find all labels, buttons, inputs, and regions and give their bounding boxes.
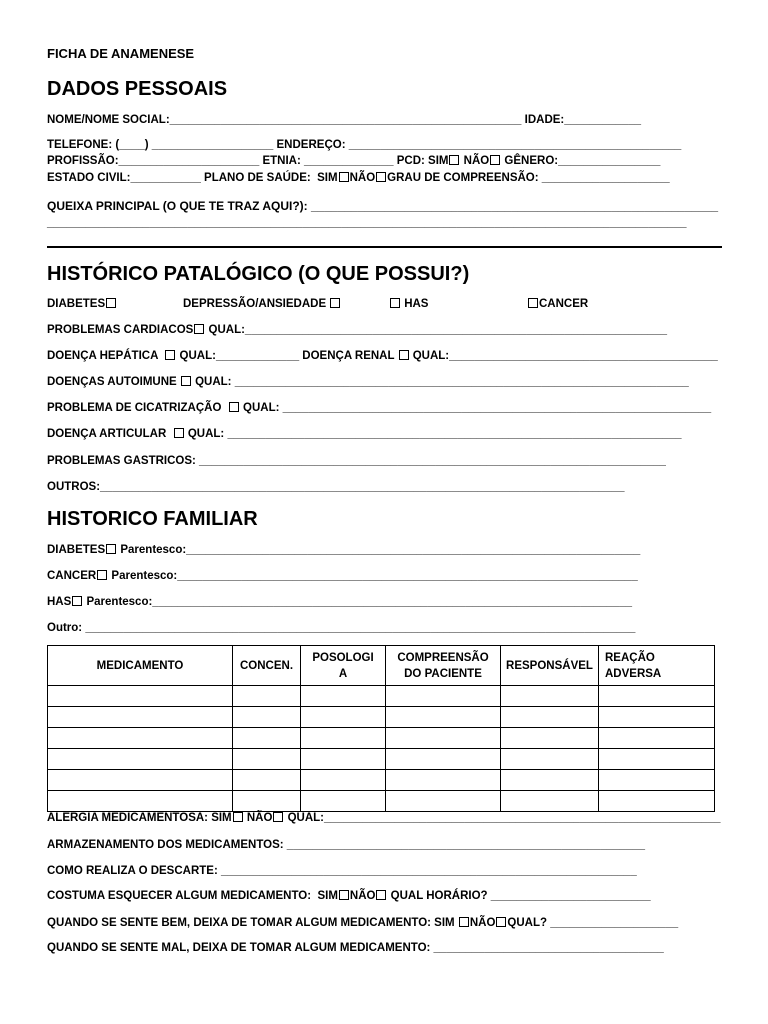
health-plan-no-checkbox[interactable] [376,172,386,182]
feel-bad-field[interactable]: QUANDO SE SENTE MAL, DEIXA DE TOMAR ALGUM MEDICAMENTO: ____________________________________ [47,942,664,954]
joint-line [47,427,682,441]
table-cell[interactable] [233,728,301,749]
table-cell[interactable] [386,749,501,770]
family-diabetes-checkbox[interactable] [106,544,116,554]
table-cell[interactable] [233,686,301,707]
table-cell[interactable] [48,728,233,749]
forget-no-checkbox[interactable] [376,890,386,900]
feel-good-label: QUANDO SE SENTE BEM, DEIXA DE TOMAR ALGUM MEDICAMENTO: SIM [47,917,458,929]
has-label: HAS [401,298,429,310]
cardiac-label: PROBLEMAS CARDIACOS [47,324,194,336]
storage-field[interactable]: ARMAZENAMENTO DOS MEDICAMENTOS: ________________________________________________________ [47,839,645,851]
family-cancer-label: CANCER [47,570,97,582]
name-age-line [47,113,641,127]
table-row [48,749,715,770]
section-title-personal: DADOS PESSOAIS [47,78,228,100]
healing-checkbox[interactable] [229,402,239,412]
table-cell[interactable] [233,770,301,791]
header-comprehension: COMPREENSÃO DO PACIENTE [386,646,501,686]
hepatic-renal-line [47,349,718,363]
table-cell[interactable] [386,728,501,749]
table-row [48,791,715,812]
family-diabetes-kinship-field[interactable]: Parentesco:_______________________________________________________________________ [117,544,641,556]
table-cell[interactable] [48,791,233,812]
form-title: FICHA DE ANAMENESE [47,46,195,61]
section-title-family: HISTORICO FAMILIAR [47,508,258,530]
family-cancer-line [47,569,638,583]
profession-line [47,154,660,168]
table-cell[interactable] [233,791,301,812]
civil-status-line [47,171,670,185]
table-row [48,770,715,791]
header-adverse-reaction: REAÇÃO ADVERSA [599,646,715,686]
table-cell[interactable] [599,686,715,707]
feel-good-yes-checkbox[interactable] [459,917,469,927]
allergy-label: ALERGIA MEDICAMENTOSA: SIM [47,812,232,824]
health-plan-no-label: NÃO [349,172,376,184]
header-posology: POSOLOGI A [301,646,386,686]
autoimmune-checkbox[interactable] [181,376,191,386]
healing-line [47,401,711,415]
joint-which-field[interactable]: QUAL: _______________________________________________________________________ [184,428,682,440]
table-cell[interactable] [48,707,233,728]
cardiac-which-field[interactable]: QUAL:__________________________________________________________________ [205,324,668,336]
feel-good-which-field[interactable]: QUAL? ____________________ [507,917,679,929]
main-complaint-field[interactable]: QUEIXA PRINCIPAL (O QUE TE TRAZ AQUI?): _____________________________________________________________ [47,199,719,213]
table-cell[interactable] [386,686,501,707]
family-cancer-kinship-field[interactable]: Parentesco:________________________________________________________________________ [108,570,638,582]
table-cell[interactable] [301,749,386,770]
hepatic-which-field[interactable]: QUAL:_____________ DOENÇA RENAL [176,350,395,362]
family-diabetes-label: DIABETES [47,544,106,556]
diabetes-checkbox[interactable] [106,298,116,308]
diabetes-item [47,297,117,311]
table-cell[interactable] [386,791,501,812]
name-field[interactable]: NOME/NOME SOCIAL:_______________________________________________________ [47,114,525,126]
section-divider [47,246,722,248]
forget-label: COSTUMA ESQUECER ALGUM MEDICAMENTO: SIM [47,890,338,902]
header-medication: MEDICAMENTO [48,646,233,686]
table-cell[interactable] [233,749,301,770]
table-cell[interactable] [599,770,715,791]
renal-which-field[interactable]: QUAL:__________________________________________ [409,350,718,362]
comprehension-field[interactable]: GRAU DE COMPREENSÃO: ____________________ [387,172,670,184]
family-cancer-checkbox[interactable] [97,570,107,580]
table-cell[interactable] [501,728,599,749]
cancer-checkbox[interactable] [528,298,538,308]
pcd-no-checkbox[interactable] [490,155,500,165]
table-cell[interactable] [301,770,386,791]
table-row [48,728,715,749]
joint-checkbox[interactable] [174,428,184,438]
profession-pcd-label: PROFISSÃO:______________________ ETNIA: ______________ PCD: SIM [47,155,449,167]
table-cell[interactable] [233,707,301,728]
allergy-yes-checkbox[interactable] [233,812,243,822]
forget-time-field[interactable]: QUAL HORÁRIO? _________________________ [387,890,651,902]
cardiac-checkbox[interactable] [194,324,204,334]
table-cell[interactable] [501,791,599,812]
table-cell[interactable] [48,770,233,791]
table-cell[interactable] [599,749,715,770]
autoimmune-line [47,375,689,389]
forget-line [47,889,651,903]
table-cell[interactable] [501,707,599,728]
healing-which-field[interactable]: QUAL: ___________________________________________________________________ [239,402,712,414]
family-has-label: HAS [47,596,72,608]
table-cell[interactable] [599,728,715,749]
pcd-no-label: NÃO [460,155,490,167]
pcd-yes-checkbox[interactable] [449,155,459,165]
table-row [48,707,715,728]
medication-table [47,645,715,812]
renal-checkbox[interactable] [399,350,409,360]
others-field[interactable]: OUTROS:__________________________________________________________________________________ [47,481,625,493]
family-diabetes-line [47,543,640,557]
forget-yes-checkbox[interactable] [339,890,349,900]
disposal-field[interactable]: COMO REALIZA O DESCARTE: _________________________________________________________________ [47,865,637,877]
table-cell[interactable] [386,770,501,791]
family-has-kinship-field[interactable]: Parentesco:___________________________________________________________________________ [83,596,632,608]
table-header-row [48,646,715,686]
has-checkbox[interactable] [390,298,400,308]
table-cell[interactable] [301,728,386,749]
civil-health-plan-label: ESTADO CIVIL:___________ PLANO DE SAÚDE: SIM [47,172,338,184]
diabetes-label: DIABETES [47,298,106,310]
allergy-which-field[interactable]: QUAL:______________________________________________________________ [284,812,721,824]
joint-label: DOENÇA ARTICULAR [47,428,167,440]
hepatic-checkbox[interactable] [165,350,175,360]
cancer-label: CANCER [539,298,589,310]
table-cell[interactable] [386,707,501,728]
forget-no-label: NÃO [349,890,376,902]
cardiac-line [47,323,667,337]
depression-checkbox[interactable] [330,298,340,308]
allergy-line [47,811,721,825]
has-item [389,297,428,311]
table-cell[interactable] [301,686,386,707]
age-field[interactable]: IDADE:____________ [524,114,641,126]
healing-label: PROBLEMA DE CICATRIZAÇÃO [47,402,222,414]
depression-item [183,297,341,311]
autoimmune-label: DOENÇAS AUTOIMUNE [47,376,177,388]
table-cell[interactable] [48,749,233,770]
family-other-field[interactable]: Outro: ______________________________________________________________________________________ [47,622,636,634]
phone-address-field[interactable]: TELEFONE: (____) ___________________ ENDEREÇO: ____________________________________________________ [47,139,682,151]
health-plan-yes-checkbox[interactable] [339,172,349,182]
header-concentration: CONCEN. [233,646,301,686]
table-cell[interactable] [301,707,386,728]
header-responsible: RESPONSÁVEL [501,646,599,686]
allergy-no-label: NÃO [243,812,273,824]
gastric-field[interactable]: PROBLEMAS GASTRICOS: _________________________________________________________________________ [47,455,666,467]
table-cell[interactable] [599,791,715,812]
family-has-checkbox[interactable] [72,596,82,606]
table-cell[interactable] [501,770,599,791]
feel-good-no-label: NÃO [469,917,496,929]
main-complaint-line2[interactable]: ____________________________________________________________________________________________________ [47,217,687,229]
feel-good-no-checkbox[interactable] [496,917,506,927]
table-cell[interactable] [501,686,599,707]
table-row [48,686,715,707]
table-cell[interactable] [501,749,599,770]
cancer-item [527,297,588,311]
hepatic-label: DOENÇA HEPÁTICA [47,350,158,362]
table-cell[interactable] [48,686,233,707]
table-cell[interactable] [599,707,715,728]
feel-good-line [47,916,678,930]
family-has-line [47,595,632,609]
autoimmune-which-field[interactable]: QUAL: _______________________________________________________________________ [191,376,689,388]
gender-field[interactable]: GÊNERO:________________ [501,155,661,167]
table-cell[interactable] [301,791,386,812]
depression-label: DEPRESSÃO/ANSIEDADE [183,298,327,310]
section-title-pathological: HISTÓRICO PATALÓGICO (O QUE POSSUI?) [47,263,470,285]
allergy-no-checkbox[interactable] [273,812,283,822]
